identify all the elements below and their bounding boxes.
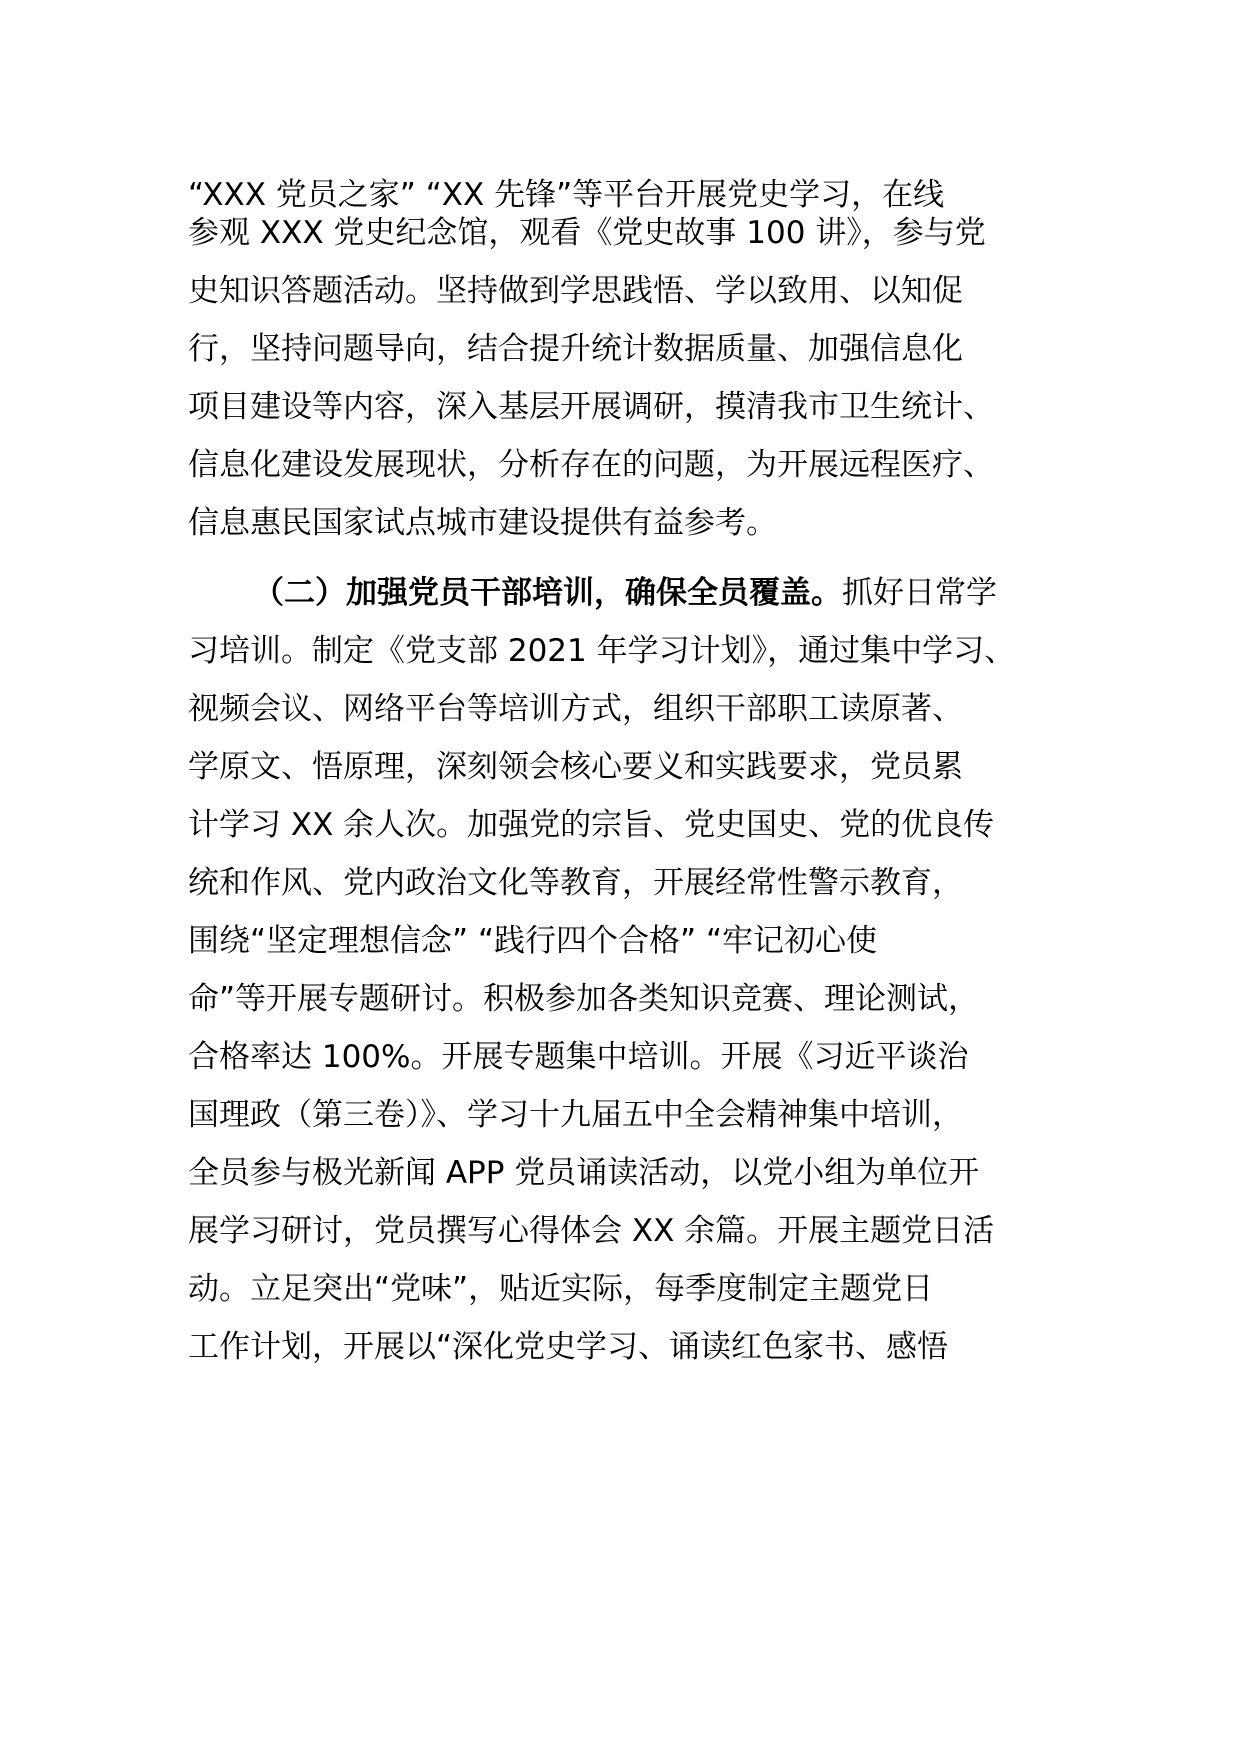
body-text-line: “XXX 党员之家” “XX 先锋”等平台开展党史学习，在线	[188, 177, 945, 213]
body-text-line: 计学习 XX 余人次。加强党的宗旨、党史国史、党的优良传	[188, 807, 995, 843]
body-text-line: 动。立足突出“党味”，贴近实际，每季度制定主题党日	[188, 1271, 934, 1307]
body-text-line: 习培训。制定《党支部 2021 年学习计划》，通过集中学习、	[188, 633, 1016, 669]
body-text-line: 统和作风、党内政治文化等教育，开展经常性警示教育，	[188, 865, 963, 901]
body-text-line: 参观 XXX 党史纪念馆，观看《党史故事 100 讲》，参与党	[188, 215, 986, 251]
body-text-line: 史知识答题活动。坚持做到学思践悟、学以致用、以知促	[188, 273, 963, 309]
body-text-line: 项目建设等内容，深入基层开展调研，摸清我市卫生统计、	[188, 389, 994, 425]
body-text-line: 学原文、悟原理，深刻领会核心要义和实践要求，党员累	[188, 749, 963, 785]
body-text-line: 全员参与极光新闻 APP 党员诵读活动，以党小组为单位开	[188, 1155, 980, 1191]
body-text-line: 围绕“坚定理想信念” “践行四个合格” “牢记初心使	[188, 923, 878, 959]
body-text-line: 国理政（第三卷）》、学习十九届五中全会精神集中培训，	[188, 1097, 963, 1133]
body-text-line: 信息惠民国家试点城市建设提供有益参考。	[188, 505, 777, 541]
section-heading-line	[253, 568, 997, 618]
body-text-line: 视频会议、网络平台等培训方式，组织干部职工读原著、	[188, 691, 963, 727]
body-text-line: 展学习研讨，党员撰写心得体会 XX 余篇。开展主题党日活	[188, 1213, 995, 1249]
body-text-line: 行，坚持问题导向，结合提升统计数据质量、加强信息化	[188, 331, 963, 367]
body-text-line: 合格率达 100%。开展专题集中培训。开展《习近平谈治	[188, 1039, 969, 1075]
body-text-line: 信息化建设发展现状，分析存在的问题，为开展远程医疗、	[188, 447, 994, 483]
section-heading: （二）加强党员干部培训，确保全员覆盖。	[253, 575, 842, 611]
body-text-line: 命”等开展专题研讨。积极参加各类知识竞赛、理论测试，	[188, 981, 980, 1017]
body-text-inline: 抓好日常学	[842, 575, 997, 611]
body-text-line: 工作计划，开展以“深化党史学习、诵读红色家书、感悟	[188, 1329, 949, 1365]
